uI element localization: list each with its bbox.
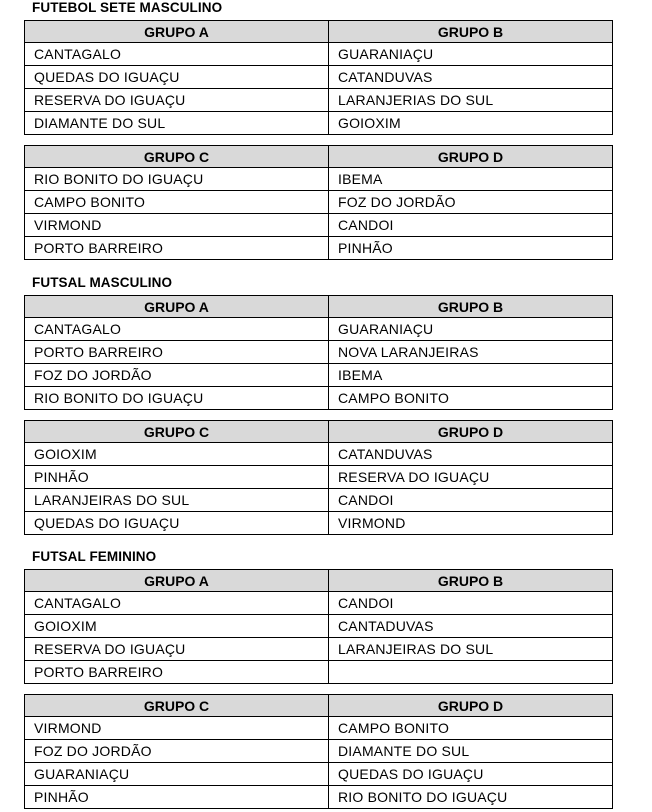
table-cell: PINHÃO [25, 786, 329, 809]
table-row [25, 638, 613, 661]
table-cell: CANTAGALO [25, 318, 329, 341]
table-row [25, 318, 613, 341]
table-row [25, 592, 613, 615]
table-header-row [25, 146, 613, 168]
table-header-cell: GRUPO B [329, 296, 613, 318]
section-title-futsal-feminino: FUTSAL FEMININO [32, 549, 157, 564]
table-row [25, 387, 613, 410]
table-cell: FOZ DO JORDÃO [25, 364, 329, 387]
table-header-cell: GRUPO D [329, 146, 613, 168]
table-row [25, 214, 613, 237]
table-cell: CAMPO BONITO [329, 717, 613, 740]
table-cell: LARANJERIAS DO SUL [329, 89, 613, 112]
table-cell: CANTAGALO [25, 43, 329, 66]
table-cell: QUEDAS DO IGUAÇU [25, 66, 329, 89]
table-row [25, 89, 613, 112]
table-cell: IBEMA [329, 168, 613, 191]
table-cell: PORTO BARREIRO [25, 661, 329, 684]
table-cell: GOIOXIM [25, 615, 329, 638]
table-cell: RIO BONITO DO IGUAÇU [25, 387, 329, 410]
table-row [25, 763, 613, 786]
table-cell: RIO BONITO DO IGUAÇU [25, 168, 329, 191]
table-cell: RESERVA DO IGUAÇU [329, 466, 613, 489]
group-table-c-d [24, 694, 613, 809]
group-table-a-b [24, 295, 613, 410]
group-table-c-d [24, 145, 613, 260]
table-row [25, 786, 613, 809]
table-header-cell: GRUPO C [25, 421, 329, 443]
table-row [25, 66, 613, 89]
table-cell: CANTAGALO [25, 592, 329, 615]
table-header-cell: GRUPO A [25, 21, 329, 43]
table-cell: GOIOXIM [25, 443, 329, 466]
table-header-row [25, 421, 613, 443]
table-cell: CATANDUVAS [329, 443, 613, 466]
table-cell: GUARANIAÇU [329, 43, 613, 66]
table-cell: GOIOXIM [329, 112, 613, 135]
table-cell: FOZ DO JORDÃO [25, 740, 329, 763]
table-cell: GUARANIAÇU [329, 318, 613, 341]
table-row [25, 341, 613, 364]
group-table-c-d [24, 420, 613, 535]
table-header-cell: GRUPO B [329, 570, 613, 592]
table-cell: CANDOI [329, 489, 613, 512]
table-header-cell: GRUPO D [329, 695, 613, 717]
table-header-row [25, 695, 613, 717]
table-cell: CANDOI [329, 214, 613, 237]
table-cell: VIRMOND [25, 717, 329, 740]
table-cell: RESERVA DO IGUAÇU [25, 638, 329, 661]
section-title-futsal-masculino: FUTSAL MASCULINO [32, 275, 173, 290]
table-cell [329, 661, 613, 684]
table-cell: RESERVA DO IGUAÇU [25, 89, 329, 112]
table-cell: PORTO BARREIRO [25, 237, 329, 260]
table-cell: NOVA LARANJEIRAS [329, 341, 613, 364]
table-cell: IBEMA [329, 364, 613, 387]
table-row [25, 168, 613, 191]
table-header-cell: GRUPO A [25, 570, 329, 592]
table-header-row [25, 570, 613, 592]
table-row [25, 615, 613, 638]
table-cell: LARANJEIRAS DO SUL [25, 489, 329, 512]
table-row [25, 237, 613, 260]
table-row [25, 489, 613, 512]
table-cell: FOZ DO JORDÃO [329, 191, 613, 214]
table-cell: CAMPO BONITO [25, 191, 329, 214]
table-header-cell: GRUPO C [25, 146, 329, 168]
table-row [25, 466, 613, 489]
group-table-a-b [24, 20, 613, 135]
table-cell: GUARANIAÇU [25, 763, 329, 786]
table-cell: CANDOI [329, 592, 613, 615]
table-cell: CANTADUVAS [329, 615, 613, 638]
table-cell: DIAMANTE DO SUL [25, 112, 329, 135]
table-header-cell: GRUPO A [25, 296, 329, 318]
table-row [25, 661, 613, 684]
table-row [25, 443, 613, 466]
table-cell: VIRMOND [329, 512, 613, 535]
table-header-cell: GRUPO C [25, 695, 329, 717]
table-cell: LARANJEIRAS DO SUL [329, 638, 613, 661]
table-cell: PORTO BARREIRO [25, 341, 329, 364]
table-cell: PINHÃO [329, 237, 613, 260]
section-title-futebol-sete-masculino: FUTEBOL SETE MASCULINO [32, 0, 223, 15]
table-row [25, 43, 613, 66]
group-table-a-b [24, 569, 613, 684]
table-cell: PINHÃO [25, 466, 329, 489]
table-cell: VIRMOND [25, 214, 329, 237]
table-header-row [25, 21, 613, 43]
table-row [25, 717, 613, 740]
table-cell: DIAMANTE DO SUL [329, 740, 613, 763]
table-header-row [25, 296, 613, 318]
table-row [25, 740, 613, 763]
table-header-cell: GRUPO D [329, 421, 613, 443]
table-cell: QUEDAS DO IGUAÇU [329, 763, 613, 786]
table-header-cell: GRUPO B [329, 21, 613, 43]
table-cell: RIO BONITO DO IGUAÇU [329, 786, 613, 809]
table-row [25, 364, 613, 387]
table-row [25, 112, 613, 135]
table-cell: QUEDAS DO IGUAÇU [25, 512, 329, 535]
table-cell: CATANDUVAS [329, 66, 613, 89]
table-row [25, 512, 613, 535]
table-cell: CAMPO BONITO [329, 387, 613, 410]
table-row [25, 191, 613, 214]
